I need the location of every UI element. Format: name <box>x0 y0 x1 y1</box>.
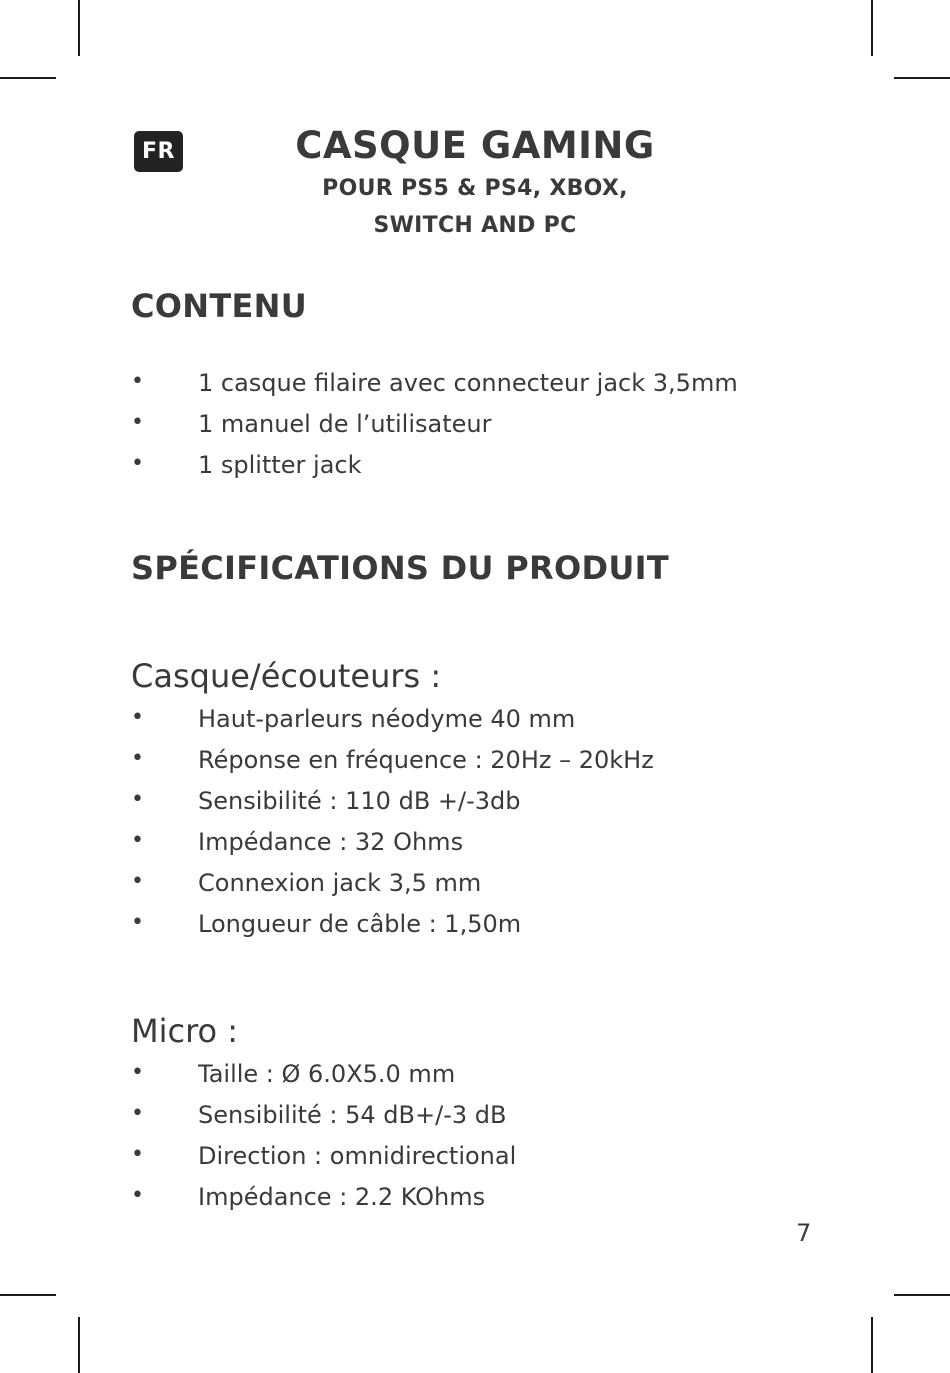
subsection-title-casque: Casque/écouteurs : <box>131 657 442 695</box>
product-subtitle-line2: SWITCH AND PC <box>373 213 577 238</box>
bullet-icon: • <box>131 1142 144 1167</box>
crop-mark-top-left <box>78 0 80 56</box>
crop-mark-bottom-left <box>78 1317 80 1373</box>
crop-mark-bottom-right <box>894 1294 950 1296</box>
crop-mark-top-right <box>894 77 950 79</box>
page-number: 7 <box>796 1219 812 1247</box>
bullet-icon: • <box>131 828 144 853</box>
section-title-specifications: SPÉCIFICATIONS DU PRODUIT <box>131 549 669 587</box>
product-title: CASQUE GAMING <box>295 124 655 167</box>
bullet-icon: • <box>131 1183 144 1208</box>
crop-mark-top-left <box>0 77 56 79</box>
bullet-icon: • <box>131 1060 144 1085</box>
section-title-contenu: CONTENU <box>131 287 308 325</box>
product-subtitle-line1: POUR PS5 & PS4, XBOX, <box>322 176 628 201</box>
bullet-icon: • <box>131 910 144 935</box>
bullet-icon: • <box>131 746 144 771</box>
bullet-icon: • <box>131 1101 144 1126</box>
subsection-title-micro: Micro : <box>131 1012 239 1050</box>
bullet-icon: • <box>131 705 144 730</box>
language-badge: FR <box>134 131 183 172</box>
bullet-icon: • <box>131 369 144 394</box>
crop-mark-bottom-left <box>0 1294 56 1296</box>
crop-mark-bottom-right <box>871 1317 873 1373</box>
bullet-icon: • <box>131 869 144 894</box>
crop-mark-top-right <box>871 0 873 56</box>
bullet-icon: • <box>131 451 144 476</box>
bullet-icon: • <box>131 787 144 812</box>
bullet-icon: • <box>131 410 144 435</box>
